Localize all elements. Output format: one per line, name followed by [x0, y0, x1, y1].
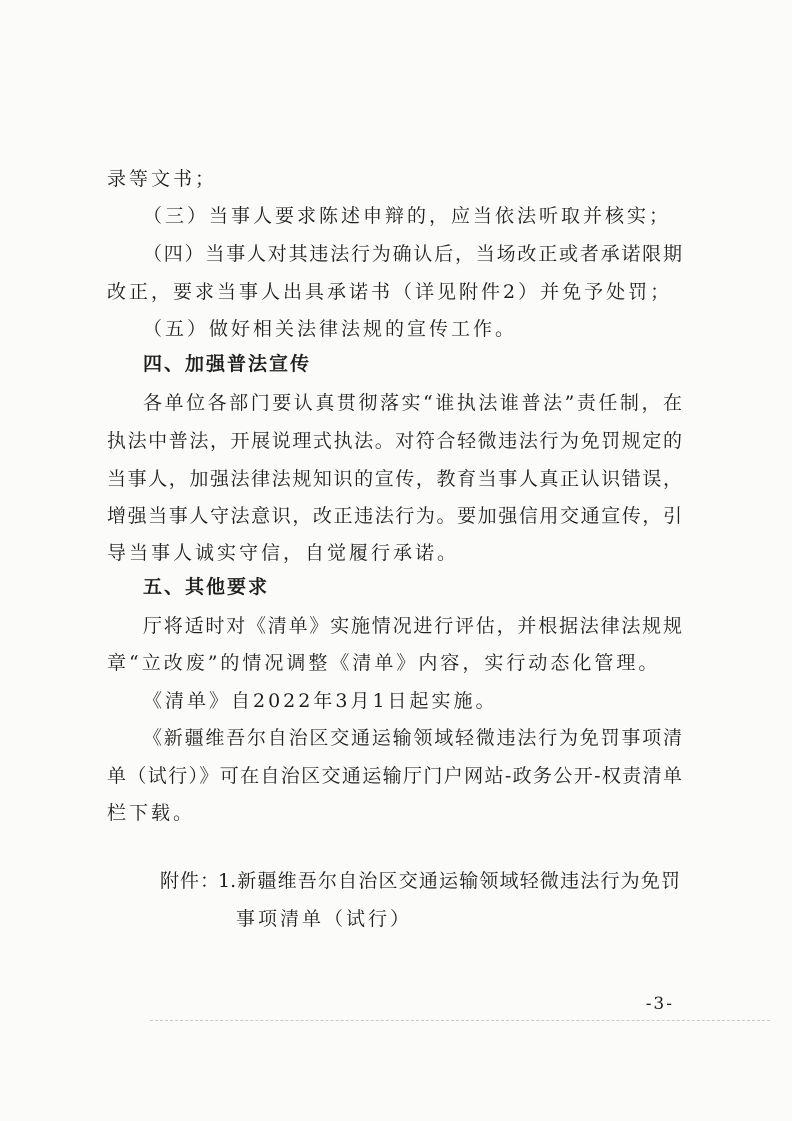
attachment-label: 附件：	[160, 870, 221, 892]
paragraph-line: 导当事人诚实守信，自觉履行承诺。	[107, 542, 460, 564]
section-heading-4: 四、加强普法宣传	[143, 353, 312, 375]
paragraph-line: 《新疆维吾尔自治区交通运输领域轻微违法行为免罚事项清	[143, 727, 682, 749]
paragraph-line: 单（试行）》可在自治区交通运输厅门户网站-政务公开-权责清单	[107, 765, 682, 787]
paragraph-line: 录等文书；	[107, 168, 218, 190]
paragraph-line: （四）当事人对其违法行为确认后，当场改正或者承诺限期	[143, 243, 682, 265]
paragraph-line: 当事人，加强法律法规知识的宣传，教育当事人真正认识错误，	[107, 468, 682, 490]
paragraph-line: 执法中普法，开展说理式执法。对符合轻微违法行为免罚规定的	[107, 430, 682, 452]
paragraph-line: 栏下载。	[107, 802, 196, 824]
paragraph-line: （五）做好相关法律法规的宣传工作。	[143, 318, 518, 340]
footer-divider	[150, 1020, 770, 1021]
page-number: -3-	[645, 994, 674, 1014]
paragraph-line: 增强当事人守法意识，改正违法行为。要加强信用交通宣传，引	[107, 505, 682, 527]
paragraph-line: 章“立改废”的情况调整《清单》内容，实行动态化管理。	[107, 652, 661, 674]
attachment-item: 1.新疆维吾尔自治区交通运输领域轻微违法行为免罚	[218, 870, 680, 892]
section-heading-5: 五、其他要求	[143, 576, 270, 598]
paragraph-line: 改正，要求当事人出具承诺书（详见附件2）并免予处罚；	[107, 281, 673, 303]
attachment-item-continuation: 事项清单（试行）	[236, 908, 413, 930]
paragraph-line: 《清单》自2022年3月1日起实施。	[143, 690, 498, 712]
paragraph-line: （三）当事人要求陈述申辩的，应当依法听取并核实；	[143, 205, 672, 227]
paragraph-line: 各单位各部门要认真贯彻落实“谁执法谁普法”责任制，在	[143, 392, 682, 414]
paragraph-line: 厅将适时对《清单》实施情况进行评估，并根据法律法规规	[143, 615, 682, 637]
